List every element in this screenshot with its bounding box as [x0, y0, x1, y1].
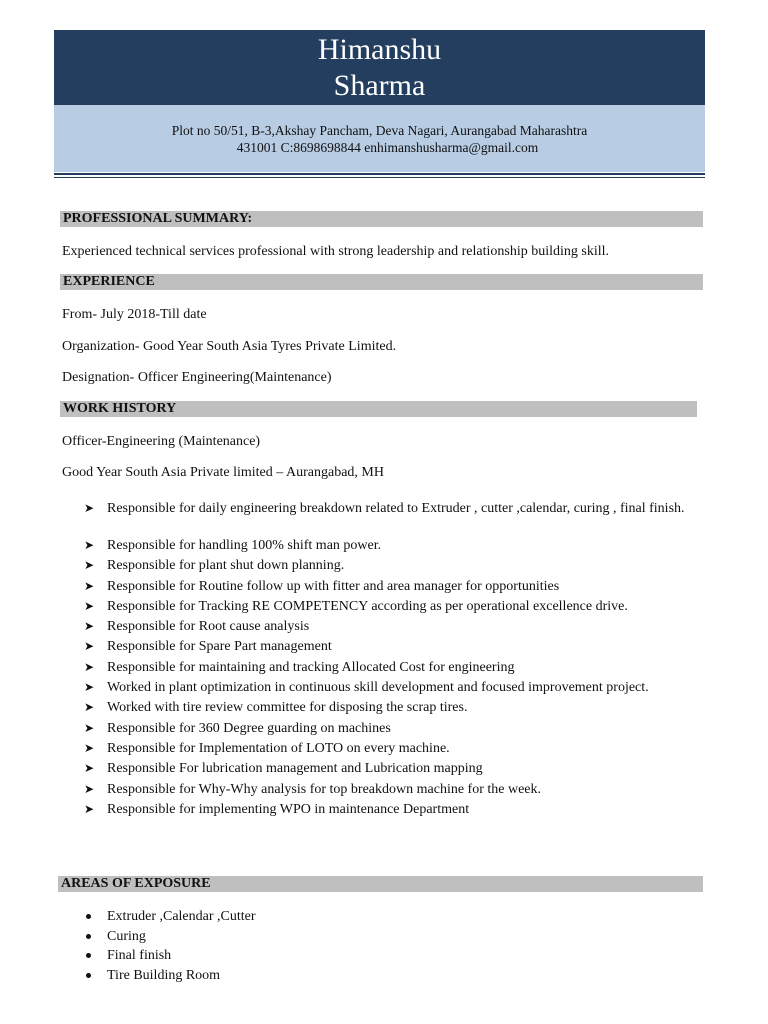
contact-block — [54, 105, 705, 172]
contact-phone-email: 431001 C:8698698844 enhimanshusharma@gmail.com — [236, 140, 539, 155]
list-item: ➤ Responsible for Why-Why analysis for top breakdown machine for the week. — [84, 781, 542, 797]
work-history-heading: WORK HISTORY — [60, 401, 697, 417]
experience-from: From- July 2018-Till date — [62, 307, 207, 322]
list-item: ➤ Responsible For lubrication management and Lubrication mapping — [84, 761, 483, 777]
arrow-bullet-icon: ➤ — [84, 761, 95, 776]
bullet-dot-icon — [86, 953, 91, 958]
arrow-bullet-icon: ➤ — [84, 659, 95, 674]
arrow-bullet-icon: ➤ — [84, 639, 95, 654]
header-divider — [54, 173, 705, 175]
list-item: ➤ Responsible for implementing WPO in maintenance Department — [84, 801, 470, 817]
list-item: Final finish — [84, 947, 256, 967]
arrow-bullet-icon: ➤ — [84, 598, 95, 613]
responsibility-list — [84, 500, 707, 821]
experience-heading: EXPERIENCE — [60, 274, 703, 290]
areas-heading: AREAS OF EXPOSURE — [58, 876, 703, 892]
list-item: ➤ Responsible for plant shut down planning. — [84, 558, 345, 574]
arrow-bullet-icon: ➤ — [84, 700, 95, 715]
list-item: ➤ Worked in plant optimization in continuous skill development and focused improvement project. — [84, 680, 649, 696]
summary-heading: PROFESSIONAL SUMMARY: — [60, 211, 703, 227]
arrow-bullet-icon: ➤ — [84, 619, 95, 634]
list-item: ➤ Responsible for Tracking RE COMPETENCY according as per operational excellence drive. — [84, 598, 628, 614]
bullet-dot-icon — [86, 914, 91, 919]
header-divider-thin — [54, 177, 705, 178]
arrow-bullet-icon: ➤ — [84, 720, 95, 735]
summary-text: Experienced technical services professional with strong leadership and relationship building skill. — [62, 244, 610, 259]
list-item: ➤ Responsible for daily engineering breakdown related to Extruder , cutter ,calendar, curing , final finish. — [84, 501, 685, 516]
arrow-bullet-icon: ➤ — [84, 558, 95, 573]
experience-organization: Organization- Good Year South Asia Tyres Private Limited. — [62, 339, 397, 354]
list-item: ➤ Responsible for Spare Part management — [84, 639, 332, 655]
arrow-bullet-icon: ➤ — [84, 578, 95, 593]
arrow-bullet-icon: ➤ — [84, 781, 95, 796]
arrow-bullet-icon: ➤ — [84, 801, 95, 816]
list-item: ➤ Responsible for handling 100% shift man power. — [84, 538, 382, 553]
arrow-bullet-icon: ➤ — [84, 501, 95, 515]
work-history-title: Officer-Engineering (Maintenance) — [62, 434, 261, 449]
list-item: Tire Building Room — [84, 967, 256, 987]
list-item: ➤ Responsible for 360 Degree guarding on machines — [84, 720, 391, 736]
experience-designation: Designation- Officer Engineering(Maintenance) — [62, 370, 332, 385]
bullet-dot-icon — [86, 973, 91, 978]
first-name: Himanshu — [317, 33, 442, 66]
arrow-bullet-icon: ➤ — [84, 538, 95, 552]
areas-list — [84, 908, 256, 987]
list-item: ➤ Responsible for Routine follow up with fitter and area manager for opportunities — [84, 578, 560, 594]
list-item: ➤ Responsible for Implementation of LOTO on every machine. — [84, 740, 450, 756]
list-item: Curing — [84, 928, 256, 948]
name-header — [54, 30, 705, 105]
last-name: Sharma — [333, 69, 426, 102]
work-history-company: Good Year South Asia Private limited – Aurangabad, MH — [62, 465, 384, 480]
bullet-dot-icon — [86, 934, 91, 939]
list-item: ➤ Responsible for Root cause analysis — [84, 619, 310, 635]
arrow-bullet-icon: ➤ — [84, 680, 95, 695]
arrow-bullet-icon: ➤ — [84, 740, 95, 755]
list-item: ➤ Worked with tire review committee for disposing the scrap tires. — [84, 700, 468, 716]
list-item: ➤ Responsible for maintaining and tracking Allocated Cost for engineering — [84, 659, 515, 675]
list-item: Extruder ,Calendar ,Cutter — [84, 908, 256, 928]
contact-address: Plot no 50/51, B-3,Akshay Pancham, Deva Nagari, Aurangabad Maharashtra — [171, 123, 588, 138]
